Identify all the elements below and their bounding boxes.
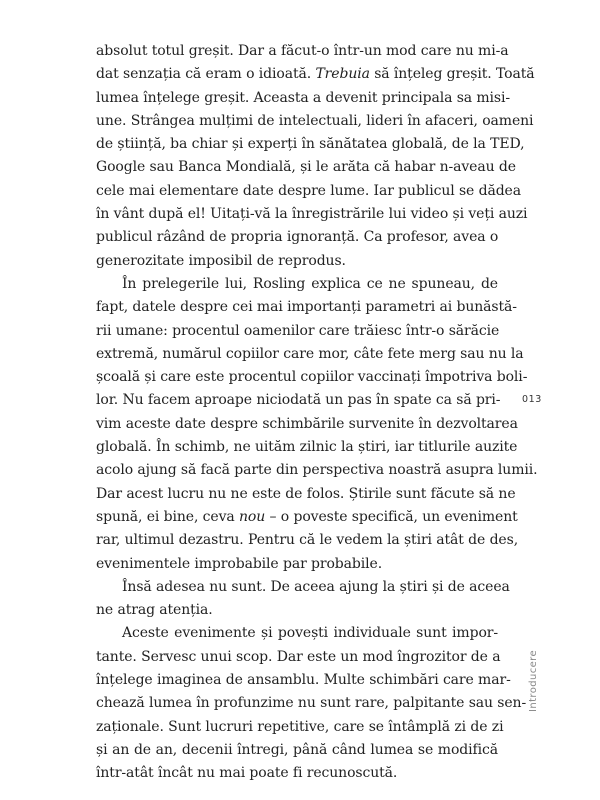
text-line: [96, 692, 527, 715]
italic-emphasis: nou: [239, 508, 266, 525]
line-text: zaționale. Sunt lucruri repetitive, care se întâmplă zi de zi: [96, 718, 504, 735]
line-text: de știință, ba chiar și experți în sănătatea globală, de la TED,: [96, 136, 525, 153]
line-text: publicul râzând de propria ignoranță. Ca profesor, avea o: [96, 229, 499, 246]
text-line: [96, 180, 521, 203]
paragraph: [96, 576, 510, 623]
text-line: [96, 506, 518, 529]
line-text-continued: să înțeleg greșit. Toată: [369, 66, 535, 83]
text-line: [96, 110, 534, 133]
text-line: [96, 156, 516, 179]
text-line: [96, 63, 535, 86]
line-text: Însă adesea nu sunt. De aceea ajung la știri și de aceea: [122, 578, 510, 595]
text-line: [96, 599, 498, 622]
text-line: [96, 320, 498, 343]
line-text: spună, ei bine, ceva: [96, 508, 240, 525]
text-line: [96, 483, 516, 506]
text-line: [96, 622, 498, 645]
paragraph: [96, 40, 535, 273]
text-line: [96, 762, 498, 785]
text-line: [96, 203, 528, 226]
line-text: Aceste evenimente și povești individuale sunt impor-: [122, 625, 498, 642]
line-text: vim aceste date despre schimbările survenite în dezvoltarea: [96, 415, 518, 432]
line-text: lor. Nu facem aproape niciodată un pas în spate ca să pri-: [96, 392, 501, 409]
line-text: chează lumea în profunzime nu sunt rare, palpitante sau sen-: [96, 695, 527, 712]
line-text: evenimentele improbabile par probabile.: [96, 555, 383, 572]
text-line: [96, 250, 498, 273]
text-line: [96, 366, 528, 389]
line-text: rar, ultimul dezastru. Pentru că le vedem la știri atât de des,: [96, 532, 519, 549]
text-line: [96, 739, 498, 762]
line-text: înțelege imaginea de ansamblu. Multe schimbări care mar-: [96, 672, 511, 689]
page-number: 013: [522, 394, 542, 405]
paragraph: [96, 622, 527, 785]
line-text: tante. Servesc unui scop. Dar este un mod îngrozitor de a: [96, 648, 501, 665]
text-line: [96, 459, 538, 482]
line-text: absolut totul greșit. Dar a făcut-o într-un mod care nu mi-a: [96, 43, 509, 59]
line-text: și an de an, decenii întregi, până când lumea se modifică: [96, 741, 498, 758]
line-text: une. Strângea mulțimi de intelectuali, lideri în afaceri, oameni: [96, 112, 534, 129]
line-text: școală și care este procentul copiilor vaccinați împotriva boli-: [96, 369, 528, 386]
text-line: [96, 226, 498, 249]
text-line: [96, 576, 510, 599]
line-text: Google sau Banca Mondială, și le arăta că habar n-aveau de: [96, 159, 516, 176]
line-text: rii umane: procentul oamenilor care trăiesc într-o sărăcie: [96, 322, 500, 339]
text-line: [96, 529, 519, 552]
text-line: [96, 436, 518, 459]
line-text: Dar acest lucru nu ne este de folos. Știrile sunt făcute să ne: [96, 485, 516, 502]
line-text: acolo ajung să facă parte din perspectiva noastră asupra lumii.: [96, 462, 538, 479]
text-line: [96, 669, 511, 692]
line-text: ne atrag atenția.: [96, 602, 213, 619]
line-text-continued: – o poveste specifică, un eveniment: [265, 508, 518, 525]
text-line: [96, 716, 504, 739]
text-line: [96, 389, 501, 412]
line-text: fapt, datele despre cei mai importanți parametri ai bunăstă-: [96, 299, 517, 316]
text-line: [96, 273, 498, 296]
italic-emphasis: Trebuia: [315, 66, 370, 83]
text-line: [96, 413, 518, 436]
line-text: într-atât încât nu mai poate fi recunoscută.: [96, 765, 398, 782]
text-line: [96, 87, 511, 110]
line-text: globală. În schimb, ne uităm zilnic la știri, iar titlurile auzite: [96, 439, 518, 456]
line-text: cele mai elementare date despre lume. Iar publicul se dădea: [96, 182, 521, 199]
line-text: lumea înțelege greșit. Aceasta a devenit principala sa misi-: [96, 89, 511, 106]
line-text: dat senzația că eram o idioată.: [96, 66, 316, 83]
line-text: extremă, numărul copiilor care mor, câte fete merg sau nu la: [96, 345, 524, 362]
text-line: [96, 296, 517, 319]
line-text: în vânt după el! Uitați-vă la înregistrările lui video și veți auzi: [96, 206, 528, 223]
text-line: [96, 553, 498, 576]
text-line: [96, 343, 524, 366]
line-text: generozitate imposibil de reprodus.: [96, 252, 346, 269]
text-line: [96, 40, 509, 63]
running-head: Introducere: [528, 650, 539, 712]
line-text: În prelegerile lui, Rosling explica ce ne spuneau, de: [122, 275, 498, 292]
text-line: [96, 133, 525, 156]
text-line: [96, 646, 501, 669]
